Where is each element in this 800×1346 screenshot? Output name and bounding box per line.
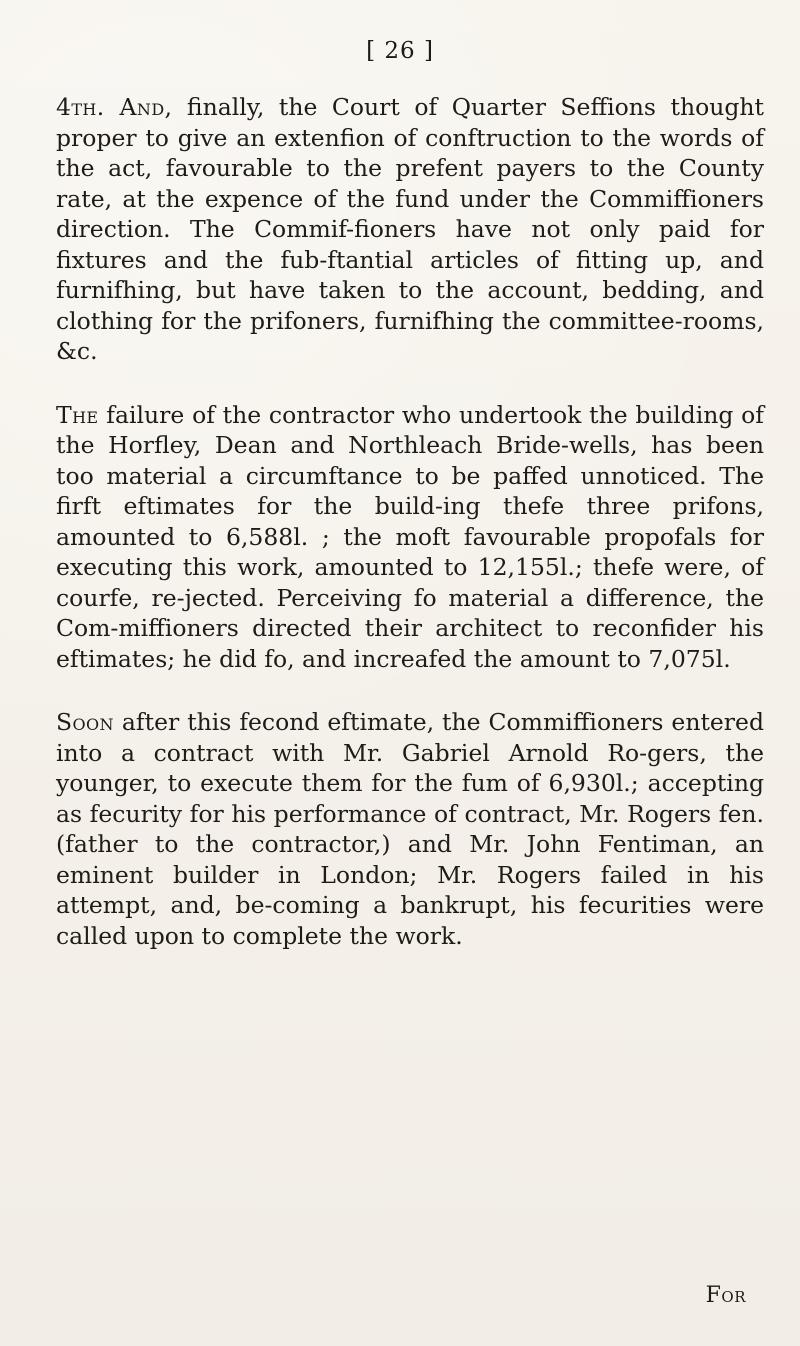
body-text bbox=[56, 92, 764, 951]
paragraph-3-lead: Soon bbox=[56, 708, 114, 736]
paragraph-2-text: failure of the contractor who undertook the building of the Horfley, Dean and Northleach Bride-wells, has been too material a circumftance to be paffed unnoticed. The firft eftimates for the build-ing thefe three prifons, amounted to 6,588l. ; the moft favourable propofals for executing this work, amounted to 12,155l.; thefe were, of courfe, re-jected. Perceiving fo material a difference, the Com-miffioners directed their architect to reconfider his eftimates; he did fo, and increafed the amount to 7,075l. bbox=[56, 400, 764, 673]
page-number: [ 26 ] bbox=[366, 38, 434, 64]
paragraph-1 bbox=[56, 92, 764, 367]
paragraph-2-lead: The bbox=[56, 400, 99, 429]
catchword: For bbox=[705, 1283, 746, 1308]
paragraph-3-text: after this fecond eftimate, the Commiffioners entered into a contract with Mr. Gabriel Arnold Ro-gers, the younger, to execute them for the fum of 6,930l.; accepting as fecurity for his performance of contract, Mr. Rogers fen. (father to the contractor,) and Mr. John Fentiman, an eminent builder in London; Mr. Rogers failed in his attempt, and, be-coming a bankrupt, his fecurities were called upon to complete the work. bbox=[56, 708, 764, 950]
paragraph-2 bbox=[56, 400, 764, 675]
paragraph-3 bbox=[56, 707, 764, 951]
paragraph-1-text: finally, the Court of Quarter Seffions thought proper to give an extenfion of conftruction to the words of the act, favourable to the prefent payers to the County rate, at the expence of the fund under the Commiffioners direction. The Commif-fioners have not only paid for fixtures and the fub-ftantial articles of fitting up, and furnifhing, but have taken to the account, bedding, and clothing for the prifoners, furnifhing the committee-rooms, &c. bbox=[56, 93, 764, 365]
paragraph-1-lead: 4th. And, bbox=[56, 93, 173, 121]
